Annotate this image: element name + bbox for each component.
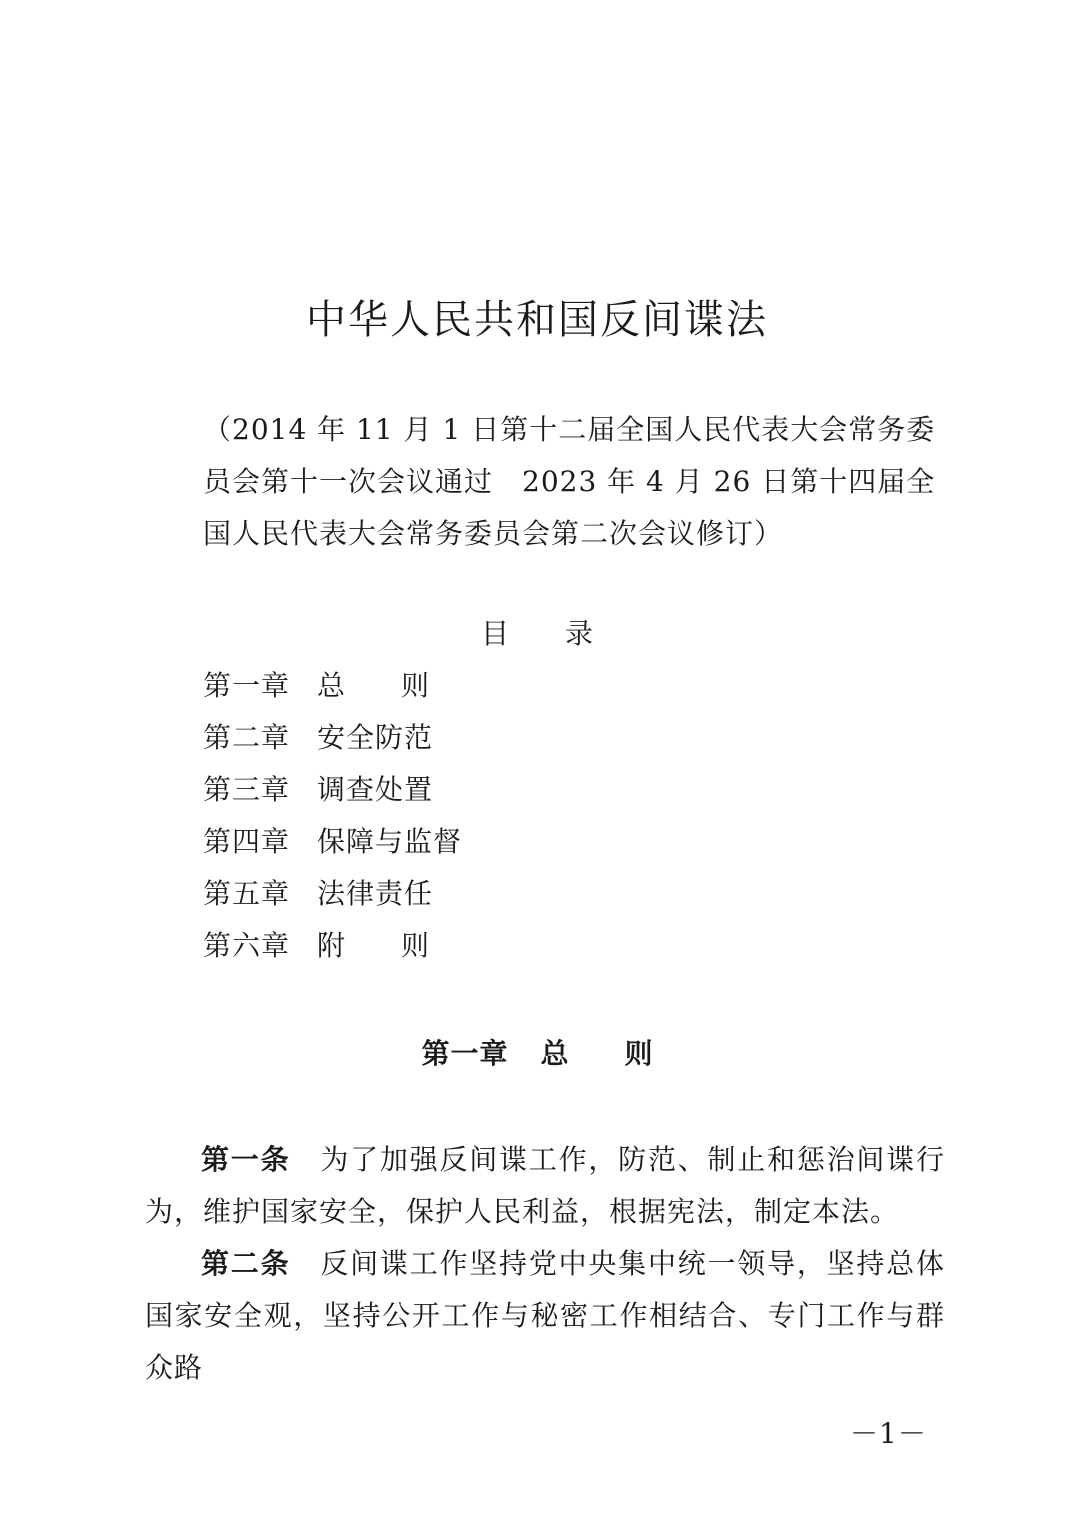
toc-chapter-number: 第五章 — [203, 877, 291, 910]
toc-item-supplementary — [203, 924, 485, 976]
toc-chapter-number: 第三章 — [203, 773, 291, 806]
history-line: 国人民代表大会常务委员会第二次会议修订） — [203, 517, 784, 550]
chapter-heading — [0, 1032, 1074, 1076]
toc-chapter-name: 保障与监督 — [317, 825, 463, 858]
law-title: 中华人民共和国反间谍法 — [306, 297, 768, 343]
toc-item-guarantee-supervision — [203, 820, 485, 872]
toc-item-general-provisions — [203, 664, 485, 716]
article-label: 第二条 — [201, 1247, 291, 1280]
chapter-name: 总则 — [540, 1037, 709, 1070]
toc-chapter-number: 第一章 — [203, 669, 291, 702]
article-label: 第一条 — [201, 1143, 291, 1176]
article — [145, 1134, 945, 1238]
history-line: 员会第十一次会议通过 2023 年 4 月 26 日第十四届全 — [203, 465, 936, 498]
article — [145, 1238, 945, 1394]
page-number: －1－ — [850, 1417, 927, 1450]
toc-chapter-number: 第六章 — [203, 929, 291, 962]
toc-item-security-prevention — [203, 716, 485, 768]
toc-chapter-name: 总则 — [317, 669, 486, 702]
toc-chapter-name: 法律责任 — [317, 877, 434, 910]
law-body — [145, 1134, 945, 1394]
toc-heading: 目录 — [480, 617, 649, 650]
toc-chapter-number: 第二章 — [203, 721, 291, 754]
toc-item-legal-liability — [203, 872, 485, 924]
toc-chapter-name: 附则 — [317, 929, 486, 962]
toc-chapter-number: 第四章 — [203, 825, 291, 858]
article-text: 反间谍工作坚持党中央集中统一领导，坚持总体国家安全观，坚持公开工作与秘密工作相结合、专门工作与群众路 — [145, 1247, 945, 1384]
article-text: 为了加强反间谍工作，防范、制止和惩治间谍行为，维护国家安全，保护人民利益，根据宪法，制定本法。 — [145, 1143, 945, 1228]
table-of-contents — [203, 664, 485, 976]
adoption-history — [203, 404, 936, 560]
toc-chapter-name: 调查处置 — [317, 773, 434, 806]
history-line: （2014 年 11 月 1 日第十二届全国人民代表大会常务委 — [203, 413, 936, 446]
toc-chapter-name: 安全防范 — [317, 721, 434, 754]
chapter-number: 第一章 — [421, 1037, 509, 1070]
toc-item-investigation — [203, 768, 485, 820]
